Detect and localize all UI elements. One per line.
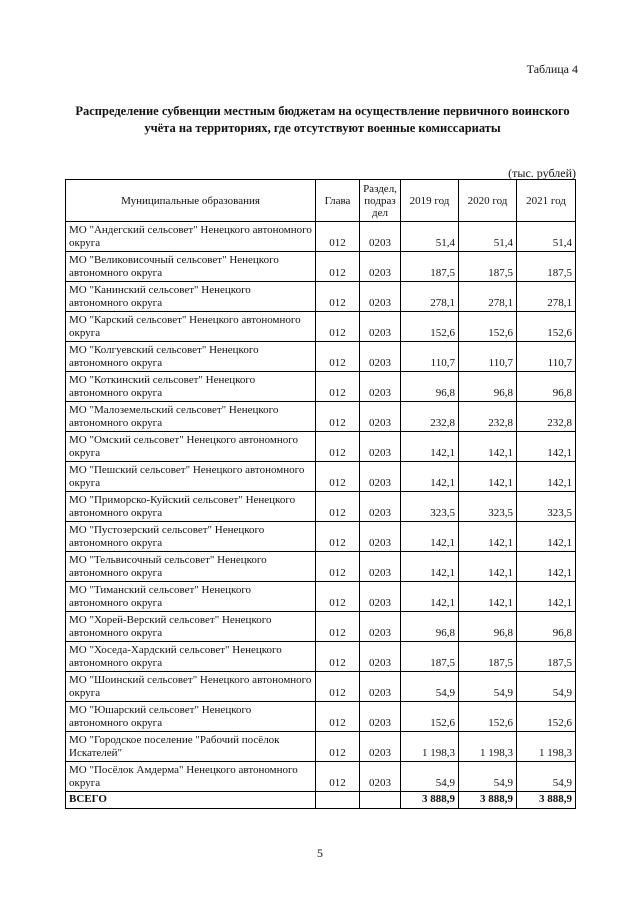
cell-2021: 51,4 bbox=[517, 222, 576, 252]
cell-2019: 187,5 bbox=[401, 252, 459, 282]
cell-2019: 232,8 bbox=[401, 402, 459, 432]
cell-2020: 278,1 bbox=[459, 282, 517, 312]
cell-2020: 54,9 bbox=[459, 672, 517, 702]
table-row bbox=[66, 612, 576, 642]
cell-chapter: 012 bbox=[316, 642, 360, 672]
cell-section: 0203 bbox=[360, 642, 401, 672]
cell-section: 0203 bbox=[360, 402, 401, 432]
cell-2021: 142,1 bbox=[517, 462, 576, 492]
cell-section: 0203 bbox=[360, 372, 401, 402]
cell-2019: 278,1 bbox=[401, 282, 459, 312]
cell-2021: 152,6 bbox=[517, 312, 576, 342]
cell-name: МО "Городское поселение "Рабочий посёлок Искателей" bbox=[66, 732, 316, 762]
cell-2021: 54,9 bbox=[517, 762, 576, 792]
cell-section: 0203 bbox=[360, 702, 401, 732]
cell-2021: 152,6 bbox=[517, 702, 576, 732]
cell-name: МО "Андегский сельсовет" Ненецкого автономного округа bbox=[66, 222, 316, 252]
cell-2019: 142,1 bbox=[401, 582, 459, 612]
cell-2020: 323,5 bbox=[459, 492, 517, 522]
cell-2021: 187,5 bbox=[517, 642, 576, 672]
cell-chapter: 012 bbox=[316, 222, 360, 252]
total-label: ВСЕГО bbox=[66, 792, 316, 809]
cell-2019: 1 198,3 bbox=[401, 732, 459, 762]
table-row bbox=[66, 252, 576, 282]
cell-2021: 54,9 bbox=[517, 672, 576, 702]
cell-section: 0203 bbox=[360, 222, 401, 252]
cell-name: МО "Приморско-Куйский сельсовет" Ненецкого автономного округа bbox=[66, 492, 316, 522]
cell-section: 0203 bbox=[360, 732, 401, 762]
cell-chapter: 012 bbox=[316, 342, 360, 372]
cell-name: МО "Колгуевский сельсовет" Ненецкого автономного округа bbox=[66, 342, 316, 372]
table-row bbox=[66, 432, 576, 462]
cell-section: 0203 bbox=[360, 672, 401, 702]
cell-2020: 142,1 bbox=[459, 432, 517, 462]
cell-chapter: 012 bbox=[316, 432, 360, 462]
total-section bbox=[360, 792, 401, 809]
cell-chapter: 012 bbox=[316, 402, 360, 432]
table-row bbox=[66, 732, 576, 762]
cell-name: МО "Шоинский сельсовет" Ненецкого автономного округа bbox=[66, 672, 316, 702]
cell-section: 0203 bbox=[360, 462, 401, 492]
cell-2020: 142,1 bbox=[459, 582, 517, 612]
cell-2019: 96,8 bbox=[401, 612, 459, 642]
cell-2020: 142,1 bbox=[459, 552, 517, 582]
units-note: (тыс. рублей) bbox=[508, 166, 576, 180]
cell-name: МО "Пустозерский сельсовет" Ненецкого автономного округа bbox=[66, 522, 316, 552]
header-2020: 2020 год bbox=[459, 180, 517, 222]
cell-section: 0203 bbox=[360, 312, 401, 342]
cell-chapter: 012 bbox=[316, 612, 360, 642]
cell-name: МО "Хорей-Верский сельсовет" Ненецкого автономного округа bbox=[66, 612, 316, 642]
cell-chapter: 012 bbox=[316, 312, 360, 342]
cell-section: 0203 bbox=[360, 762, 401, 792]
cell-2021: 142,1 bbox=[517, 432, 576, 462]
cell-2021: 232,8 bbox=[517, 402, 576, 432]
table-row bbox=[66, 492, 576, 522]
subvention-table bbox=[65, 179, 576, 809]
cell-section: 0203 bbox=[360, 432, 401, 462]
table-row bbox=[66, 462, 576, 492]
cell-2021: 142,1 bbox=[517, 522, 576, 552]
cell-section: 0203 bbox=[360, 252, 401, 282]
cell-name: МО "Посёлок Амдерма" Ненецкого автономного округа bbox=[66, 762, 316, 792]
cell-2020: 187,5 bbox=[459, 642, 517, 672]
cell-2019: 51,4 bbox=[401, 222, 459, 252]
cell-2019: 152,6 bbox=[401, 702, 459, 732]
page-number: 5 bbox=[317, 846, 323, 860]
cell-2019: 54,9 bbox=[401, 762, 459, 792]
total-2021: 3 888,9 bbox=[517, 792, 576, 809]
cell-name: МО "Канинский сельсовет" Ненецкого автономного округа bbox=[66, 282, 316, 312]
cell-2020: 96,8 bbox=[459, 612, 517, 642]
table-row bbox=[66, 222, 576, 252]
table-row bbox=[66, 282, 576, 312]
cell-2021: 142,1 bbox=[517, 582, 576, 612]
total-2020: 3 888,9 bbox=[459, 792, 517, 809]
cell-2020: 54,9 bbox=[459, 762, 517, 792]
table-row bbox=[66, 642, 576, 672]
total-2019: 3 888,9 bbox=[401, 792, 459, 809]
cell-2021: 1 198,3 bbox=[517, 732, 576, 762]
cell-chapter: 012 bbox=[316, 672, 360, 702]
cell-chapter: 012 bbox=[316, 582, 360, 612]
table-label: Таблица 4 bbox=[526, 62, 578, 76]
cell-2019: 142,1 bbox=[401, 432, 459, 462]
header-chapter: Глава bbox=[316, 180, 360, 222]
cell-2020: 232,8 bbox=[459, 402, 517, 432]
cell-2021: 142,1 bbox=[517, 552, 576, 582]
cell-section: 0203 bbox=[360, 342, 401, 372]
cell-chapter: 012 bbox=[316, 372, 360, 402]
cell-2019: 152,6 bbox=[401, 312, 459, 342]
cell-2019: 323,5 bbox=[401, 492, 459, 522]
cell-chapter: 012 bbox=[316, 732, 360, 762]
cell-section: 0203 bbox=[360, 492, 401, 522]
table-row bbox=[66, 522, 576, 552]
cell-2020: 1 198,3 bbox=[459, 732, 517, 762]
cell-name: МО "Тиманский сельсовет" Ненецкого автономного округа bbox=[66, 582, 316, 612]
cell-2020: 142,1 bbox=[459, 462, 517, 492]
cell-2021: 278,1 bbox=[517, 282, 576, 312]
table-row bbox=[66, 372, 576, 402]
cell-name: МО "Малоземельский сельсовет" Ненецкого автономного округа bbox=[66, 402, 316, 432]
cell-2020: 110,7 bbox=[459, 342, 517, 372]
table-row bbox=[66, 702, 576, 732]
cell-chapter: 012 bbox=[316, 552, 360, 582]
header-2019: 2019 год bbox=[401, 180, 459, 222]
cell-chapter: 012 bbox=[316, 282, 360, 312]
document-title: Распределение субвенции местным бюджетам на осуществление первичного воинского учёта на территориях, где отсутствуют военные комиссариаты bbox=[75, 104, 570, 135]
total-chapter bbox=[316, 792, 360, 809]
cell-name: МО "Юшарский сельсовет" Ненецкого автономного округа bbox=[66, 702, 316, 732]
total-row bbox=[66, 792, 576, 809]
cell-2019: 142,1 bbox=[401, 462, 459, 492]
cell-2019: 96,8 bbox=[401, 372, 459, 402]
cell-name: МО "Карский сельсовет" Ненецкого автономного округа bbox=[66, 312, 316, 342]
cell-2019: 110,7 bbox=[401, 342, 459, 372]
table-row bbox=[66, 582, 576, 612]
cell-section: 0203 bbox=[360, 282, 401, 312]
cell-2019: 54,9 bbox=[401, 672, 459, 702]
header-section: Раздел, подраз дел bbox=[360, 180, 401, 222]
table-row bbox=[66, 672, 576, 702]
cell-2020: 187,5 bbox=[459, 252, 517, 282]
header-row bbox=[66, 180, 576, 222]
cell-2020: 142,1 bbox=[459, 522, 517, 552]
cell-name: МО "Пешский сельсовет" Ненецкого автономного округа bbox=[66, 462, 316, 492]
cell-2020: 152,6 bbox=[459, 312, 517, 342]
cell-name: МО "Омский сельсовет" Ненецкого автономного округа bbox=[66, 432, 316, 462]
table-row bbox=[66, 402, 576, 432]
cell-2020: 96,8 bbox=[459, 372, 517, 402]
cell-chapter: 012 bbox=[316, 252, 360, 282]
cell-2019: 187,5 bbox=[401, 642, 459, 672]
cell-2019: 142,1 bbox=[401, 522, 459, 552]
header-name: Муниципальные образования bbox=[66, 180, 316, 222]
cell-2021: 323,5 bbox=[517, 492, 576, 522]
cell-name: МО "Хоседа-Хардский сельсовет" Ненецкого автономного округа bbox=[66, 642, 316, 672]
cell-section: 0203 bbox=[360, 522, 401, 552]
cell-name: МО "Тельвисочный сельсовет" Ненецкого автономного округа bbox=[66, 552, 316, 582]
cell-chapter: 012 bbox=[316, 702, 360, 732]
header-2021: 2021 год bbox=[517, 180, 576, 222]
cell-name: МО "Коткинский сельсовет" Ненецкого автономного округа bbox=[66, 372, 316, 402]
cell-2019: 142,1 bbox=[401, 552, 459, 582]
cell-chapter: 012 bbox=[316, 492, 360, 522]
cell-chapter: 012 bbox=[316, 462, 360, 492]
cell-section: 0203 bbox=[360, 582, 401, 612]
cell-2020: 51,4 bbox=[459, 222, 517, 252]
cell-2021: 187,5 bbox=[517, 252, 576, 282]
table-row bbox=[66, 342, 576, 372]
cell-section: 0203 bbox=[360, 612, 401, 642]
table-row bbox=[66, 312, 576, 342]
cell-name: МО "Великовисочный сельсовет" Ненецкого автономного округа bbox=[66, 252, 316, 282]
cell-2020: 152,6 bbox=[459, 702, 517, 732]
cell-2021: 96,8 bbox=[517, 612, 576, 642]
cell-chapter: 012 bbox=[316, 522, 360, 552]
cell-2021: 96,8 bbox=[517, 372, 576, 402]
cell-2021: 110,7 bbox=[517, 342, 576, 372]
cell-chapter: 012 bbox=[316, 762, 360, 792]
cell-section: 0203 bbox=[360, 552, 401, 582]
table-row bbox=[66, 552, 576, 582]
table-row bbox=[66, 762, 576, 792]
